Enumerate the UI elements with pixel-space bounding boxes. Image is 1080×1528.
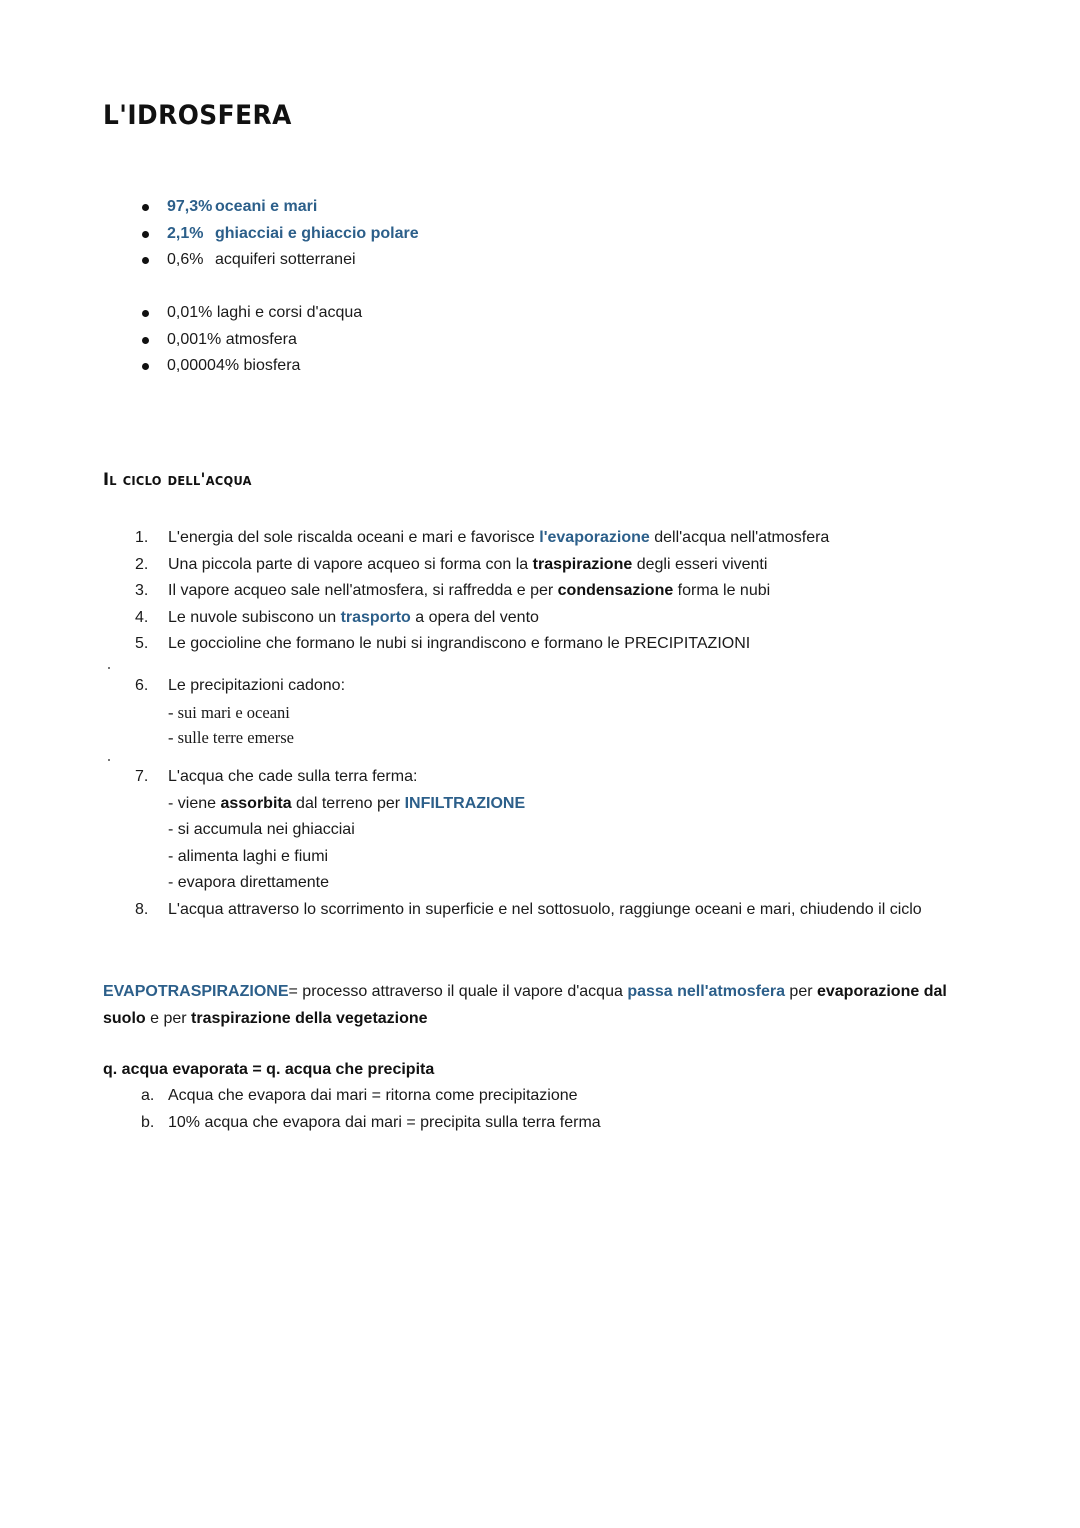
keyword: condensazione	[557, 582, 674, 599]
step-subitems	[135, 700, 345, 750]
step-text: L'acqua che cade sulla terra ferma:	[168, 768, 418, 785]
step-item	[135, 578, 829, 605]
list-item	[140, 247, 419, 274]
step-item	[135, 605, 829, 632]
item-label: a.	[141, 1087, 155, 1104]
label: oceani e mari	[215, 198, 318, 215]
step-number: 2.	[135, 555, 149, 573]
sub-item: - alimenta laghi e fiumi	[168, 847, 329, 865]
keyword: l'evaporazione	[539, 529, 650, 546]
balance-heading	[103, 1057, 963, 1084]
step-item	[135, 897, 922, 924]
keyword: traspirazione	[532, 555, 633, 573]
item-text: 10% acqua che evapora dai mari = precipita sulla terra ferma	[168, 1113, 601, 1131]
label: ghiacciai e ghiaccio polare	[215, 224, 419, 242]
step-item	[135, 673, 345, 700]
definition	[103, 979, 963, 1032]
stray-mark	[108, 759, 110, 761]
step-text: dell'acqua nell'atmosfera	[649, 529, 830, 546]
list-item: 0,001% atmosfera	[140, 327, 362, 354]
percentage: 2,1%	[167, 224, 204, 242]
definition-text: e per	[145, 1009, 192, 1027]
step-subitems	[135, 791, 922, 897]
item-text: Acqua che evapora dai mari = ritorna come precipitazione	[168, 1087, 578, 1104]
step-text: Le goccioline che formano le nubi si ingrandiscono e formano le PRECIPITAZIONI	[168, 635, 751, 652]
list-item	[141, 1083, 601, 1110]
composition-list-minor	[140, 300, 362, 380]
cycle-steps	[135, 764, 922, 923]
sub-item: - sui mari e oceani	[168, 702, 290, 722]
definition-text: per	[784, 983, 817, 1000]
composition-list-main	[140, 194, 419, 274]
list-item	[140, 221, 419, 248]
sub-item	[168, 791, 922, 818]
step-number: 8.	[135, 900, 149, 918]
step-item	[135, 525, 829, 552]
sub-text: - viene	[168, 794, 221, 812]
list-item: 0,01% laghi e corsi d'acqua	[140, 300, 362, 327]
keyword: trasporto	[340, 608, 411, 626]
list-item	[140, 194, 419, 221]
sub-item: - evapora direttamente	[168, 874, 329, 891]
percentage: 97,3%	[167, 198, 213, 215]
balance-list	[141, 1083, 601, 1136]
balance-heading-text: q. acqua evaporata = q. acqua che precipita	[103, 1061, 435, 1078]
step-item	[135, 631, 829, 658]
step-text: Una piccola parte di vapore acqueo si forma con la	[168, 555, 533, 573]
step-text: Il vapore acqueo sale nell'atmosfera, si raffredda e per	[168, 582, 558, 599]
keyword: evaporazione dal suolo	[103, 983, 947, 1027]
term: EVAPOTRASPIRAZIONE	[103, 983, 289, 1000]
stray-mark	[108, 667, 110, 669]
step-item	[135, 764, 922, 791]
step-text: a opera del vento	[410, 608, 539, 626]
step-text: degli esseri viventi	[632, 555, 768, 573]
percentage: 0,6%	[167, 251, 204, 268]
section-title: Il ciclo dell'acqua	[103, 470, 252, 490]
step-number: 4.	[135, 608, 149, 626]
step-item	[135, 552, 829, 579]
keyword: INFILTRAZIONE	[404, 794, 526, 812]
step-number: 1.	[135, 529, 149, 546]
cycle-steps	[135, 673, 345, 750]
step-number: 6.	[135, 677, 149, 694]
definition-text: = processo attraverso il quale il vapore d'acqua	[288, 983, 628, 1000]
keyword: passa nell'atmosfera	[627, 983, 785, 1000]
keyword: traspirazione della vegetazione	[191, 1009, 428, 1027]
step-text: L'acqua attraverso lo scorrimento in superficie e nel sottosuolo, raggiunge oceani e mari, chiudendo il ciclo	[168, 900, 922, 918]
step-number: 5.	[135, 635, 149, 652]
step-text: forma le nubi	[673, 582, 771, 599]
step-number: 3.	[135, 582, 149, 599]
page-title: L'IDROSFERA	[103, 100, 292, 131]
sub-text: dal terreno per	[291, 794, 405, 812]
step-text: Le precipitazioni cadono:	[168, 677, 346, 694]
step-text: L'energia del sole riscalda oceani e mari e favorisce	[168, 529, 540, 546]
sub-item: - sulle terre emerse	[168, 727, 294, 747]
list-item: 0,00004% biosfera	[140, 353, 362, 380]
list-item	[141, 1110, 601, 1137]
step-text: Le nuvole subiscono un	[168, 608, 341, 626]
step-number: 7.	[135, 768, 149, 785]
label: acquiferi sotterranei	[215, 251, 356, 268]
cycle-steps	[135, 525, 829, 658]
item-label: b.	[141, 1113, 155, 1131]
sub-item: - si accumula nei ghiacciai	[168, 821, 355, 838]
keyword: assorbita	[220, 794, 292, 812]
